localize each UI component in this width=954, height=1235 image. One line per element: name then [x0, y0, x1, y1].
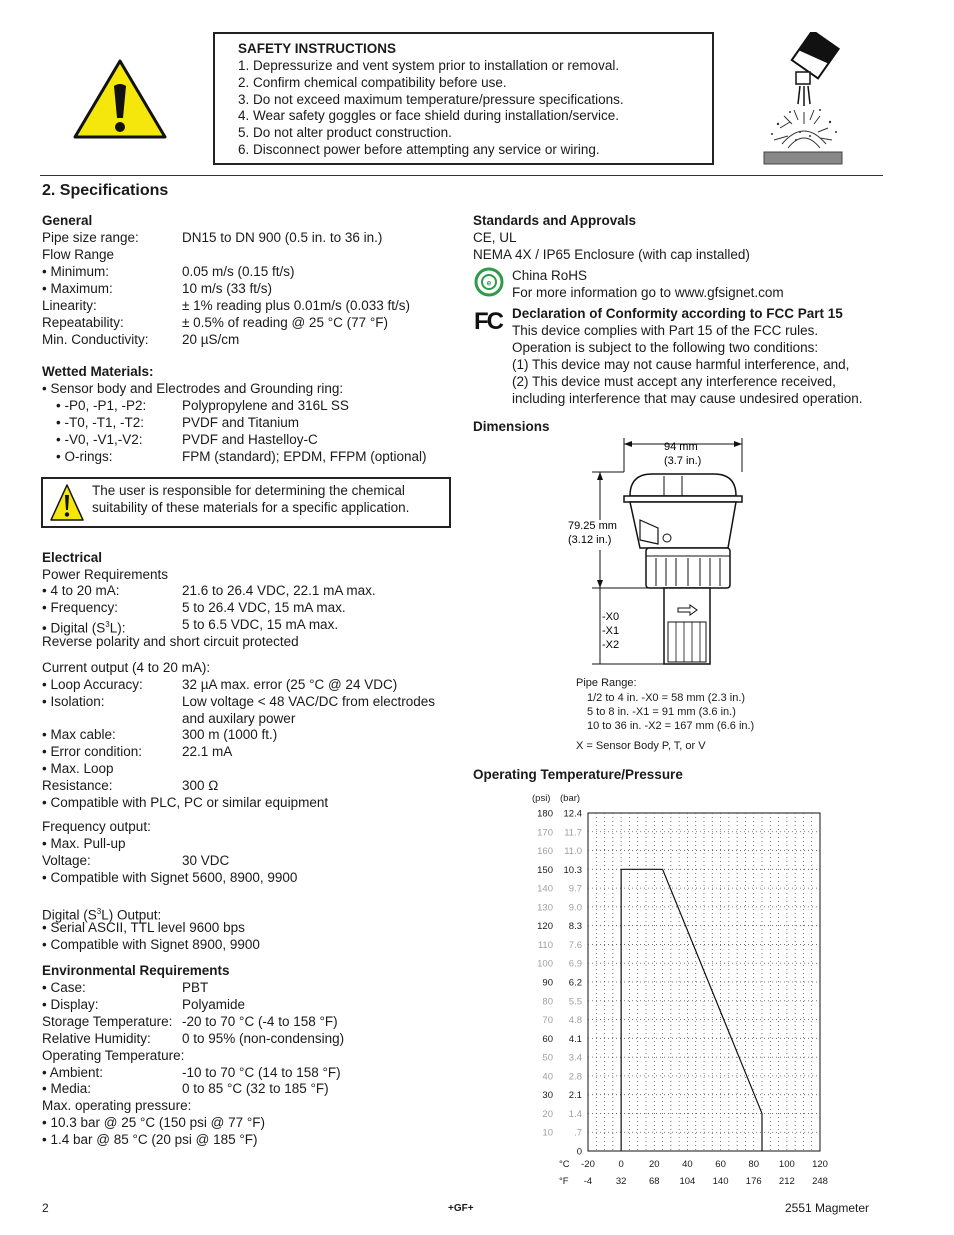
- fahrenheit-tick-label: 176: [745, 1176, 762, 1187]
- power-row-value: 5 to 6.5 VDC, 15 mA max.: [182, 617, 339, 632]
- dim-height-in: (3.12 in.): [568, 534, 612, 546]
- env-row-label: • Display:: [42, 996, 99, 1012]
- wetted-row-value: FPM (standard); EPDM, FFPM (optional): [182, 449, 427, 464]
- psi-axis-label: (psi): [532, 793, 551, 804]
- psi-tick-label: 100: [537, 958, 553, 970]
- wetted-row-label: • -V0, -V1,-V2:: [56, 432, 143, 447]
- safety-item: 4. Wear safety goggles or face shield during installation/service.: [238, 108, 619, 124]
- temperature-pressure-chart: [520, 788, 840, 1188]
- china-rohs-icon: [474, 267, 504, 297]
- bar-tick-label: 2.1: [568, 1090, 582, 1102]
- bar-tick-label: 1.4: [568, 1108, 582, 1120]
- safety-item: 5. Do not alter product construction.: [238, 125, 452, 141]
- current-row-value: 32 µA max. error (25 °C @ 24 VDC): [182, 677, 398, 692]
- general-row-label: Flow Range: [42, 247, 115, 262]
- env-row-value: 0 to 85 °C (32 to 185 °F): [182, 1081, 329, 1097]
- wetted-row-label: • O-rings:: [56, 449, 113, 464]
- bar-tick-label: .7: [574, 1127, 582, 1139]
- page-number: 2: [42, 1201, 49, 1215]
- dim-height-mm: 79.25 mm: [568, 520, 617, 532]
- svg-text:e: e: [486, 278, 492, 288]
- fcc-logo-icon: [474, 307, 506, 333]
- wetted-row-value: Polypropylene and 316L SS: [182, 398, 349, 413]
- safety-item: 6. Disconnect power before attempting any service or wiring.: [238, 142, 600, 157]
- fcc-heading: Declaration of Conformity according to FCC Part 15: [512, 306, 843, 321]
- bar-tick-label: 12.4: [563, 808, 582, 820]
- pipe-range-row: 5 to 8 in. -X1 = 91 mm (3.6 in.): [587, 706, 736, 718]
- current-row-value: 300 Ω: [182, 777, 219, 793]
- general-row-label: Min. Conductivity:: [42, 332, 149, 347]
- env-row-label: Max. operating pressure:: [42, 1098, 192, 1114]
- power-row-label: • Frequency:: [42, 600, 119, 615]
- rohs-line-2: For more information go to www.gfsignet.com: [512, 285, 784, 300]
- fahrenheit-tick-label: 212: [778, 1176, 795, 1187]
- reverse-polarity-note: Reverse polarity and short circuit protected: [42, 634, 299, 649]
- current-row-value: 22.1 mA: [182, 744, 233, 760]
- celsius-tick-label: 40: [682, 1159, 693, 1170]
- dim-x1: -X1: [602, 625, 620, 637]
- pressure-item-2: • 1.4 bar @ 85 °C (20 psi @ 185 °F): [42, 1132, 258, 1147]
- fahrenheit-tick-label: 68: [648, 1176, 660, 1187]
- fahrenheit-tick-label: 248: [812, 1176, 828, 1187]
- chart-title: Operating Temperature/Pressure: [473, 767, 683, 782]
- general-row-label: Linearity:: [42, 298, 97, 313]
- fcc-line: (2) This device must accept any interference received,: [512, 374, 836, 389]
- rohs-line-1: China RoHS: [512, 268, 588, 283]
- chemical-splash-icon: [760, 32, 850, 168]
- celsius-tick-label: 80: [748, 1159, 760, 1170]
- bar-tick-label: 9.7: [568, 883, 582, 895]
- bar-tick-label: 6.2: [568, 977, 582, 989]
- env-row-value: -10 to 70 °C (14 to 158 °F): [182, 1064, 341, 1080]
- celsius-tick-label: -20: [581, 1159, 595, 1170]
- digital-item-2: • Compatible with Signet 8900, 9900: [42, 937, 260, 952]
- psi-tick-label: 120: [537, 921, 553, 933]
- dimensions-heading: Dimensions: [473, 419, 550, 434]
- celsius-tick-label: 120: [812, 1159, 828, 1170]
- power-requirements-label: Power Requirements: [42, 567, 169, 582]
- caution-box: [41, 477, 451, 528]
- celsius-tick-label: 100: [778, 1159, 795, 1170]
- general-heading: General: [42, 213, 93, 228]
- safety-item: 3. Do not exceed maximum temperature/pressure specifications.: [238, 91, 624, 107]
- svg-text:FC: FC: [474, 308, 502, 333]
- caution-icon: [49, 483, 85, 523]
- bar-tick-label: 11.7: [564, 827, 582, 839]
- section-divider: [40, 175, 883, 176]
- psi-tick-label: 90: [542, 977, 553, 989]
- safety-item: 1. Depressurize and vent system prior to installation or removal.: [238, 58, 620, 73]
- current-row-label: • Error condition:: [42, 744, 143, 760]
- env-row-label: • Media:: [42, 1081, 91, 1097]
- psi-tick-label: 80: [542, 996, 553, 1008]
- fahrenheit-axis-label: °F: [559, 1176, 569, 1187]
- env-row-label: Operating Temperature:: [42, 1047, 185, 1063]
- psi-tick-label: 40: [542, 1071, 553, 1083]
- power-row-value: 5 to 26.4 VDC, 15 mA max.: [182, 600, 346, 615]
- frequency-output-label: Frequency output:: [42, 819, 151, 834]
- bar-tick-label: 9.0: [568, 902, 582, 914]
- current-row-label: • Isolation:: [42, 693, 105, 709]
- psi-tick-label: 30: [542, 1090, 553, 1102]
- general-row-value: 10 m/s (33 ft/s): [182, 281, 273, 296]
- caution-line-1: The user is responsible for determining the chemical: [92, 483, 405, 498]
- dim-x2: -X2: [602, 639, 620, 651]
- wetted-row-value: PVDF and Titanium: [182, 415, 300, 430]
- general-row-value: ± 0.5% of reading @ 25 °C (77 °F): [182, 315, 389, 330]
- product-name: 2551 Magmeter: [785, 1201, 870, 1215]
- wetted-row-label: • -P0, -P1, -P2:: [56, 398, 147, 413]
- bar-tick-label: 11.0: [564, 846, 582, 858]
- power-row-value: 21.6 to 26.4 VDC, 22.1 mA max.: [182, 583, 376, 598]
- power-row-label: • Digital $(S^3L)$:: [42, 620, 126, 636]
- current-output-label: Current output (4 to 20 mA):: [42, 660, 211, 675]
- safety-title: SAFETY INSTRUCTIONS: [238, 41, 397, 56]
- env-row-label: Storage Temperature:: [42, 1013, 173, 1029]
- psi-tick-label: 150: [537, 864, 553, 876]
- wetted-intro: • Sensor body and Electrodes and Grounding ring:: [42, 381, 344, 396]
- fahrenheit-tick-label: 140: [712, 1176, 729, 1187]
- general-row-value: ± 1% reading plus 0.01m/s (0.033 ft/s): [182, 298, 411, 313]
- fcc-line: including interference that may cause undesired operation.: [512, 391, 863, 406]
- fahrenheit-tick-label: 104: [679, 1176, 696, 1187]
- frequency-row-value: 30 VDC: [182, 853, 230, 868]
- section-title: 2. Specifications: [42, 182, 169, 199]
- env-row-value: Polyamide: [182, 996, 246, 1012]
- celsius-tick-label: 20: [648, 1159, 660, 1170]
- psi-tick-label: 50: [542, 1052, 553, 1064]
- general-row-label: • Maximum:: [42, 281, 113, 296]
- warning-triangle-icon: [72, 58, 168, 140]
- current-row-label: • Max cable:: [42, 727, 116, 743]
- celsius-tick-label: 60: [715, 1159, 726, 1170]
- general-row-value: 20 µS/cm: [182, 332, 240, 347]
- celsius-tick-label: 0: [618, 1159, 624, 1170]
- dim-width-mm: 94 mm: [664, 441, 698, 453]
- caution-line-2: suitability of these materials for a specific application.: [92, 500, 410, 515]
- general-row-value: DN15 to DN 900 (0.5 in. to 36 in.): [182, 230, 383, 245]
- wetted-row-value: PVDF and Hastelloy-C: [182, 432, 318, 447]
- env-row-value: -20 to 70 °C (-4 to 158 °F): [182, 1013, 338, 1029]
- psi-tick-label: 10: [542, 1127, 553, 1139]
- bar-tick-label: 3.4: [568, 1052, 582, 1064]
- bar-tick-label: 7.6: [568, 939, 582, 951]
- psi-tick-label: 160: [537, 846, 553, 858]
- psi-tick-label: 180: [537, 808, 553, 820]
- dim-width-in: (3.7 in.): [664, 455, 702, 467]
- bar-tick-label: 8.3: [568, 921, 582, 933]
- bar-tick-label: 2.8: [568, 1071, 582, 1083]
- current-row-value: Low voltage < 48 VAC/DC from electrodes: [182, 693, 435, 709]
- general-row-label: Repeatability:: [42, 315, 124, 330]
- frequency-row-label: Voltage:: [42, 853, 91, 868]
- sensor-body-note: X = Sensor Body P, T, or V: [576, 740, 706, 752]
- frequency-row-label: • Max. Pull-up: [42, 836, 126, 851]
- plc-compat: • Compatible with PLC, PC or similar equipment: [42, 795, 329, 810]
- fahrenheit-tick-label: 32: [615, 1176, 627, 1187]
- current-row-value: and auxilary power: [182, 710, 296, 726]
- celsius-axis-label: °C: [559, 1159, 570, 1170]
- frequency-compat: • Compatible with Signet 5600, 8900, 9900: [42, 870, 298, 885]
- bar-tick-label: 0: [576, 1146, 582, 1158]
- psi-tick-label: 130: [537, 902, 553, 914]
- current-row-label: • Max. Loop: [42, 761, 114, 776]
- safety-item: 2. Confirm chemical compatibility before use.: [238, 74, 507, 90]
- wetted-heading: Wetted Materials:: [42, 364, 154, 379]
- bar-tick-label: 6.9: [568, 958, 582, 970]
- wetted-row-label: • -T0, -T1, -T2:: [56, 415, 144, 430]
- psi-tick-label: 110: [537, 939, 553, 951]
- env-row-label: • Case:: [42, 980, 86, 995]
- fahrenheit-tick-label: -4: [583, 1176, 593, 1187]
- current-row-label: • Loop Accuracy:: [42, 677, 143, 692]
- standards-heading: Standards and Approvals: [473, 213, 637, 228]
- dimensions-drawing: [560, 436, 800, 706]
- env-row-value: PBT: [182, 980, 209, 995]
- bar-tick-label: 10.3: [563, 864, 582, 876]
- current-row-label: Resistance:: [42, 777, 113, 793]
- pipe-range-title: Pipe Range:: [576, 677, 637, 689]
- fcc-line: Operation is subject to the following two conditions:: [512, 340, 819, 355]
- bar-tick-label: 4.8: [568, 1015, 582, 1027]
- electrical-heading: Electrical: [42, 550, 103, 565]
- standards-line-1: CE, UL: [473, 230, 517, 245]
- power-row-label: • 4 to 20 mA:: [42, 583, 120, 598]
- psi-tick-label: 60: [542, 1033, 553, 1045]
- fcc-line: This device complies with Part 15 of the FCC rules.: [512, 323, 819, 338]
- env-row-label: • Ambient:: [42, 1064, 104, 1080]
- fcc-line: (1) This device may not cause harmful interference, and,: [512, 357, 850, 372]
- gf-logo: +GF+: [448, 1203, 474, 1214]
- psi-tick-label: 140: [537, 883, 553, 895]
- safety-instructions-box: [213, 32, 714, 165]
- bar-axis-label: (bar): [560, 793, 581, 804]
- env-row-label: Relative Humidity:: [42, 1030, 151, 1046]
- psi-tick-label: 70: [542, 1015, 553, 1027]
- environmental-heading: Environmental Requirements: [42, 963, 230, 978]
- digital-item-1: • Serial ASCII, TTL level 9600 bps: [42, 920, 245, 935]
- pipe-range-row: 10 to 36 in. -X2 = 167 mm (6.6 in.): [587, 720, 755, 732]
- psi-tick-label: 170: [537, 827, 553, 839]
- pipe-range-row: 1/2 to 4 in. -X0 = 58 mm (2.3 in.): [587, 692, 746, 704]
- dim-x0: -X0: [602, 611, 620, 623]
- current-row-value: 300 m (1000 ft.): [182, 727, 278, 743]
- general-row-value: 0.05 m/s (0.15 ft/s): [182, 264, 295, 279]
- pressure-item-1: • 10.3 bar @ 25 °C (150 psi @ 77 °F): [42, 1115, 266, 1130]
- bar-tick-label: 5.5: [568, 996, 582, 1008]
- standards-line-2: NEMA 4X / IP65 Enclosure (with cap installed): [473, 247, 750, 262]
- bar-tick-label: 4.1: [568, 1033, 582, 1045]
- env-row-value: 0 to 95% (non-condensing): [182, 1030, 345, 1046]
- digital-output-label: Digital $(S^3L)$ Output:: [42, 907, 162, 923]
- general-row-label: • Minimum:: [42, 264, 109, 279]
- psi-tick-label: 20: [542, 1108, 553, 1120]
- general-row-label: Pipe size range:: [42, 230, 139, 245]
